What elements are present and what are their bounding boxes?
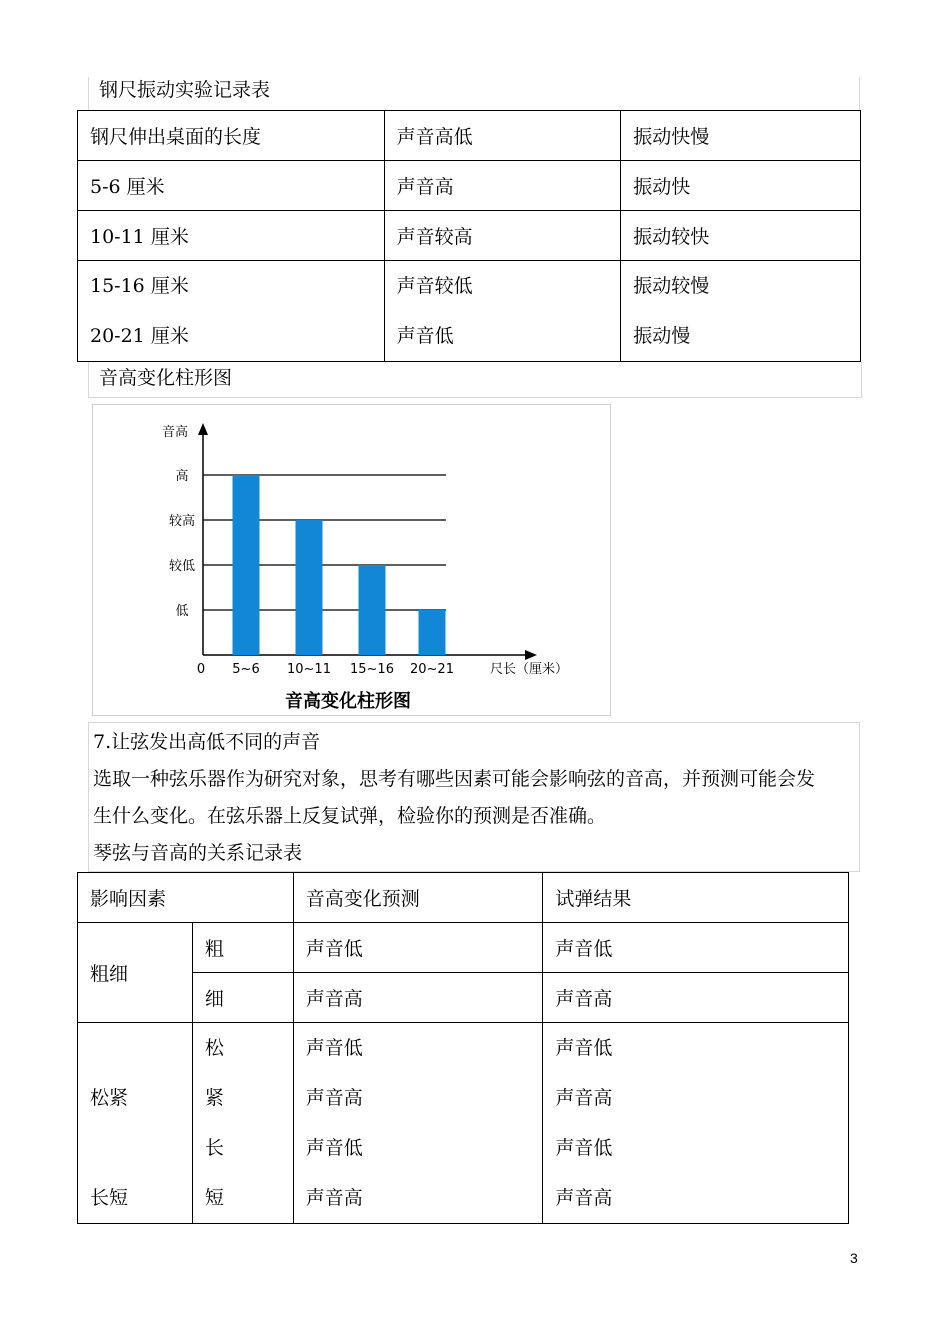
sub-factor-merged xyxy=(192,1023,293,1224)
x-tick-label: 5~6 xyxy=(232,662,260,677)
y-tick-label: 较低 xyxy=(168,559,196,574)
cell-length: 10-11 厘米 xyxy=(78,211,385,261)
result: 声音高 xyxy=(555,1187,613,1209)
result: 声音高 xyxy=(555,1087,613,1109)
table-row-merged xyxy=(78,1023,849,1224)
x-tick-label: 15~16 xyxy=(350,662,394,677)
origin-label: 0 xyxy=(196,662,206,677)
prediction: 声音低 xyxy=(305,1037,363,1059)
x-tick-label: 10~11 xyxy=(287,662,331,677)
factor-merged xyxy=(78,1023,193,1224)
cell-vibration: 振动快 xyxy=(621,161,861,211)
chart-caption: 音高变化柱形图 xyxy=(88,362,862,398)
length-value: 15-16 厘米 xyxy=(90,275,189,297)
prediction: 声音高 xyxy=(305,1187,363,1209)
table-row xyxy=(78,923,849,973)
sub-factor: 紧 xyxy=(204,1087,224,1109)
cell-vibration: 振动较快 xyxy=(621,211,861,261)
result: 声音高 xyxy=(543,973,849,1023)
sub-factor: 细 xyxy=(192,973,293,1023)
prediction: 声音低 xyxy=(293,923,543,973)
vibration-value: 振动较慢 xyxy=(633,275,710,297)
y-tick-label: 高 xyxy=(175,469,189,484)
factor-length: 长短 xyxy=(90,1187,129,1209)
vibration-value: 振动慢 xyxy=(633,325,691,347)
table-header-row xyxy=(78,873,849,923)
cell-sound-merged xyxy=(384,261,621,362)
table-row xyxy=(78,211,861,261)
y-axis-label: 音高 xyxy=(161,425,189,440)
header-sound: 声音高低 xyxy=(384,111,621,161)
prediction-merged xyxy=(293,1023,543,1224)
section7-heading: 7.让弦发出高低不同的声音 xyxy=(93,731,321,753)
bar xyxy=(296,520,323,655)
prediction: 声音低 xyxy=(305,1137,363,1159)
bar xyxy=(359,565,386,655)
sub-factor: 粗 xyxy=(192,923,293,973)
result: 声音低 xyxy=(555,1037,613,1059)
chart-svg xyxy=(93,405,610,715)
y-tick-label: 较高 xyxy=(168,514,196,529)
y-tick-label: 低 xyxy=(175,604,189,619)
section7-line1: 选取一种弦乐器作为研究对象，思考有哪些因素可能会影响弦的音高，并预测可能会发 xyxy=(93,768,816,790)
page-number: 3 xyxy=(850,1250,858,1266)
sub-factor: 长 xyxy=(204,1137,224,1159)
cell-length-merged xyxy=(78,261,385,362)
header-prediction: 音高变化预测 xyxy=(293,873,543,923)
result: 声音低 xyxy=(543,923,849,973)
x-axis-arrow xyxy=(525,650,537,660)
result-merged xyxy=(543,1023,849,1224)
table-row xyxy=(78,973,849,1023)
section7-line2: 生什么变化。在弦乐器上反复试弹，检验你的预测是否准确。 xyxy=(93,805,607,827)
cell-vibration-merged xyxy=(621,261,861,362)
sub-factor: 松 xyxy=(204,1037,224,1059)
result: 声音低 xyxy=(555,1137,613,1159)
header-length: 钢尺伸出桌面的长度 xyxy=(78,111,385,161)
header-factor: 影响因素 xyxy=(78,873,294,923)
table-row-merged xyxy=(78,261,861,362)
steel-ruler-table xyxy=(77,110,861,362)
cell-sound: 声音较高 xyxy=(384,211,621,261)
factor-tension: 松紧 xyxy=(90,1087,129,1109)
pitch-bar-chart xyxy=(92,404,611,716)
x-tick-label: 20~21 xyxy=(410,662,454,677)
sub-factor: 短 xyxy=(204,1187,224,1209)
prediction: 声音高 xyxy=(305,1087,363,1109)
string-pitch-table xyxy=(77,872,849,1224)
sound-value: 声音低 xyxy=(396,325,454,347)
cell-sound: 声音高 xyxy=(384,161,621,211)
section7-block xyxy=(88,722,860,872)
sound-value: 声音较低 xyxy=(396,275,473,297)
cell-length: 5-6 厘米 xyxy=(78,161,385,211)
table1-caption: 钢尺振动实验记录表 xyxy=(88,77,860,111)
y-axis-arrow xyxy=(198,423,208,435)
chart-title: 音高变化柱形图 xyxy=(285,691,411,712)
factor-thickness: 粗细 xyxy=(78,923,193,1023)
prediction: 声音高 xyxy=(293,973,543,1023)
bar xyxy=(419,610,446,655)
table-row xyxy=(78,161,861,211)
table2-caption: 琴弦与音高的关系记录表 xyxy=(93,842,303,864)
bar xyxy=(233,475,260,655)
x-axis-label: 尺长（厘米） xyxy=(489,662,569,677)
table-header-row xyxy=(78,111,861,161)
length-value: 20-21 厘米 xyxy=(90,325,189,347)
header-result: 试弹结果 xyxy=(543,873,849,923)
header-vibration: 振动快慢 xyxy=(621,111,861,161)
